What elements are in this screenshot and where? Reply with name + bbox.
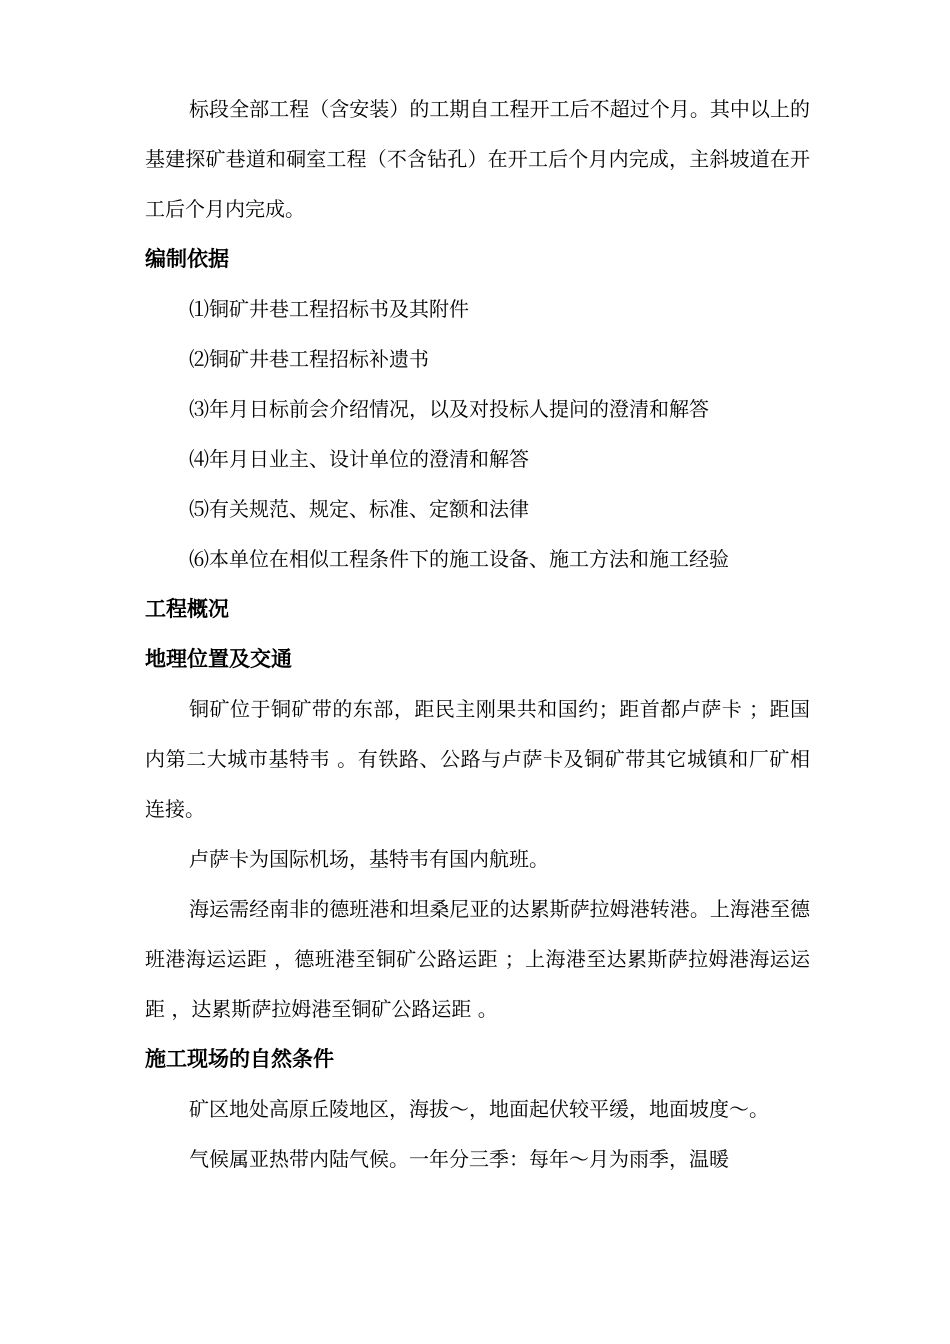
paragraph-terrain: 矿区地处高原丘陵地区，海拔～，地面起伏较平缓，地面坡度～。 [189, 1097, 769, 1121]
list-item: ⑶年月日标前会介绍情况，以及对投标人提问的澄清和解答 [189, 397, 709, 421]
paragraph-shipping: 海运需经南非的德班港和坦桑尼亚的达累斯萨拉姆港转港。上海港至德班港海运运距 ，德班港至铜矿公路运距 ；上海港至达累斯萨拉姆港海运运距 ，达累斯萨拉姆港至铜矿公路运距 。 [145, 897, 810, 1021]
list-item: ⑴铜矿井巷工程招标书及其附件 [189, 297, 469, 321]
list-item: ⑹本单位在相似工程条件下的施工设备、施工方法和施工经验 [189, 547, 729, 571]
list-item: ⑸有关规范、规定、标准、定额和法律 [189, 497, 529, 521]
document-body [145, 84, 810, 1184]
paragraph-airports: 卢萨卡为国际机场，基特韦有国内航班。 [189, 847, 549, 871]
list-item: ⑵铜矿井巷工程招标补遗书 [189, 347, 429, 371]
heading-nature: 施工现场的自然条件 [145, 1047, 334, 1071]
paragraph-location: 铜矿位于铜矿带的东部，距民主刚果共和国约；距首都卢萨卡 ；距国内第二大城市基特韦 。有铁路、公路与卢萨卡及铜矿带其它城镇和厂矿相连接。 [145, 697, 810, 821]
basis-list [145, 284, 810, 584]
paragraph-climate: 气候属亚热带内陆气候。一年分三季：每年～月为雨季，温暖 [189, 1147, 729, 1171]
list-item: ⑷年月日业主、设计单位的澄清和解答 [189, 447, 529, 471]
paragraph-schedule: 标段全部工程（含安装）的工期自工程开工后不超过个月。其中以上的基建探矿巷道和硐室工程（不含钻孔）在开工后个月内完成，主斜坡道在开工后个月内完成。 [145, 97, 810, 221]
heading-basis: 编制依据 [145, 247, 229, 271]
heading-location: 地理位置及交通 [145, 647, 292, 671]
heading-overview: 工程概况 [145, 597, 229, 621]
